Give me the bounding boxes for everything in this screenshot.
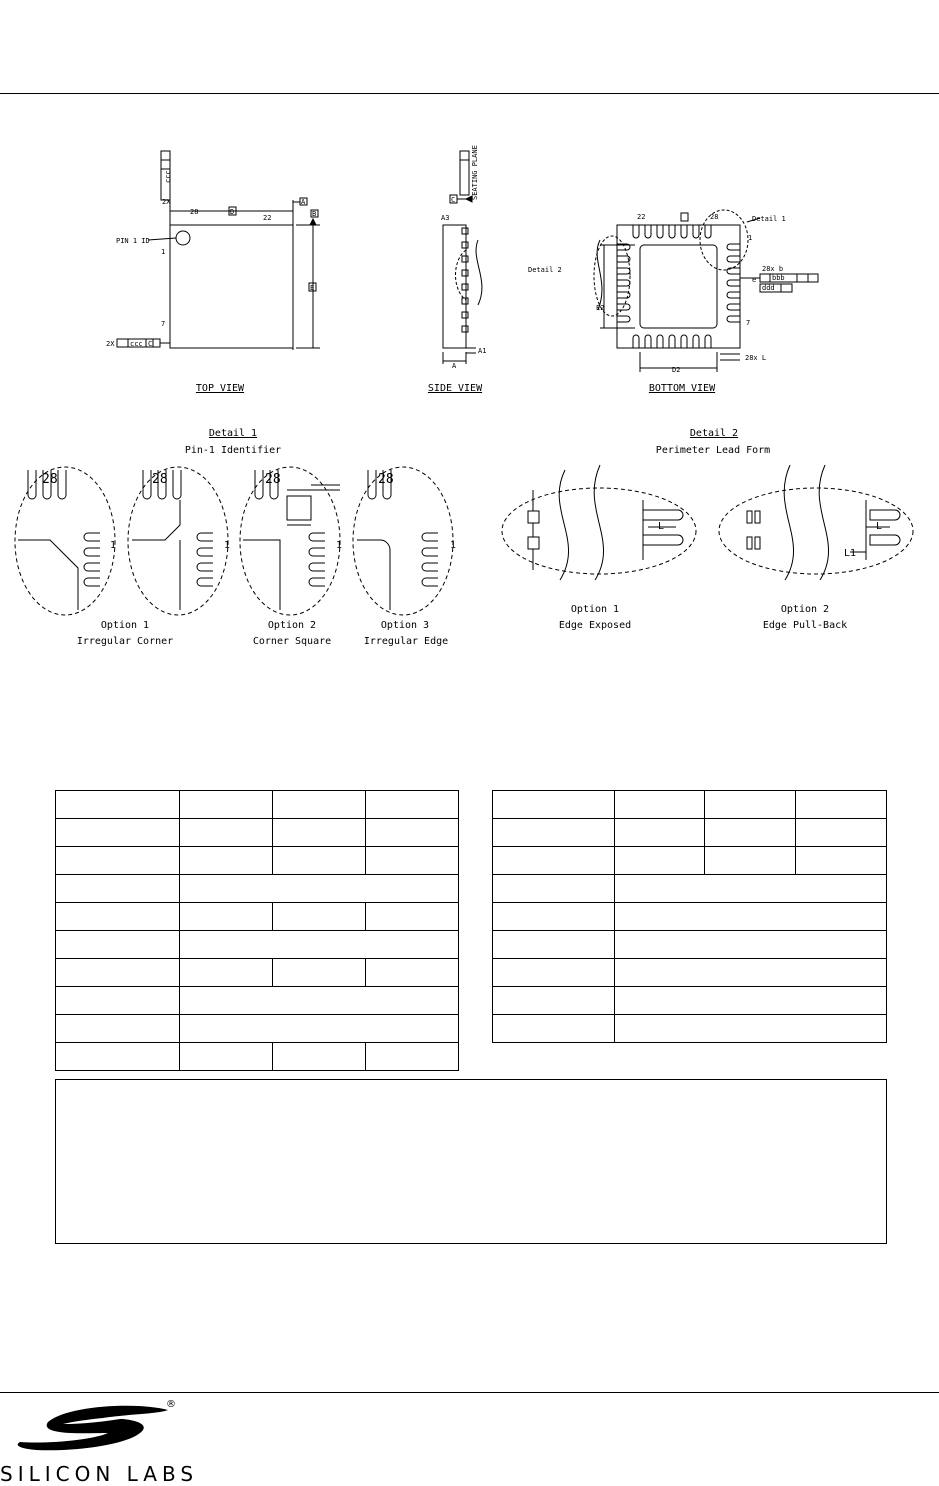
- table-row: [56, 847, 459, 875]
- bottom-28xb: 28x b: [762, 265, 784, 273]
- d2-option1-line2: Edge Exposed: [558, 620, 632, 631]
- top-ref-b: B: [312, 210, 317, 218]
- detail1-drawing: [15, 467, 453, 615]
- table-row: [493, 1015, 887, 1043]
- bottom-bbb: bbb: [772, 274, 785, 282]
- footer-rule: [0, 1392, 939, 1393]
- bottom-pin7: 7: [746, 319, 751, 327]
- side-a1: A1: [478, 347, 487, 355]
- bottom-e: e: [752, 276, 757, 284]
- bottom-pin28: 28: [710, 213, 719, 221]
- table-row: [493, 959, 887, 987]
- top-tol-ccc2: ccc: [164, 170, 172, 183]
- table-row: [493, 847, 887, 875]
- dimension-table-right: [492, 790, 887, 1043]
- table-row: [56, 819, 459, 847]
- bottom-view-title: BOTTOM VIEW: [648, 383, 716, 394]
- table-row: [56, 959, 459, 987]
- top-tol-ccc: ccc: [130, 340, 143, 348]
- table-row: [56, 931, 459, 959]
- bottom-d2: D2: [672, 366, 681, 374]
- bottom-view: [594, 210, 818, 372]
- table-row: [56, 875, 459, 903]
- top-pin7: 7: [161, 320, 166, 328]
- bottom-e2: E2: [596, 304, 605, 312]
- top-ref-a: A: [301, 198, 306, 206]
- header-rule: [0, 93, 939, 94]
- top-view-title: TOP VIEW: [195, 383, 245, 394]
- notes-box: [55, 1079, 887, 1244]
- d1-option1-line1: Option 1: [100, 620, 150, 631]
- side-view-title: SIDE VIEW: [427, 383, 483, 394]
- d1-option3-line2: Irregular Edge: [363, 636, 449, 647]
- table-row: [493, 903, 887, 931]
- logo-wordmark: SILICON LABS: [0, 1462, 199, 1486]
- top-pin28: 28: [190, 208, 199, 216]
- d2-opt2-l1: L1: [844, 548, 857, 559]
- top-2x-top: 2X: [162, 198, 171, 206]
- d1-opt3-pin1: 1: [450, 540, 457, 551]
- detail2-drawing: [502, 465, 913, 580]
- top-dim-d: D: [230, 208, 235, 216]
- bottom-ddd: ddd: [762, 284, 775, 292]
- top-pin22: 22: [263, 214, 272, 222]
- d2-opt2-l: L: [876, 521, 883, 532]
- bottom-detail2: Detail 2: [528, 266, 562, 274]
- side-ref-c: C: [451, 196, 456, 204]
- side-a: A: [452, 362, 457, 370]
- top-pin1id: PIN 1 ID: [116, 237, 150, 245]
- d2-opt1-l: L: [658, 521, 665, 532]
- d1-option2-line1: Option 2: [267, 620, 317, 631]
- side-a3: A3: [441, 214, 450, 222]
- table-row: [493, 987, 887, 1015]
- top-ref-c: C: [148, 340, 153, 348]
- bottom-28xl: 28x L: [745, 354, 767, 362]
- detail1-subtitle: Pin-1 Identifier: [184, 445, 282, 456]
- table-row: [493, 819, 887, 847]
- d1-option2-line2: Corner Square: [252, 636, 332, 647]
- side-seating-plane: SEATING PLANE: [471, 145, 479, 200]
- detail2-title: Detail 2: [689, 428, 739, 439]
- d1-opt1a-pin28: 28: [42, 472, 58, 487]
- table-row: [56, 1015, 459, 1043]
- d1-opt3-pin28: 28: [378, 472, 394, 487]
- d2-option2-line1: Option 2: [780, 604, 830, 615]
- table-row: [493, 875, 887, 903]
- detail2-subtitle: Perimeter Lead Form: [655, 445, 771, 456]
- detail1-title: Detail 1: [208, 428, 258, 439]
- bottom-detail1: Detail 1: [752, 215, 786, 223]
- dimension-table-left: [55, 790, 459, 1071]
- d1-opt1b-pin28: 28: [152, 472, 168, 487]
- d2-option2-line2: Edge Pull-Back: [762, 620, 848, 631]
- d1-opt1a-pin1: 1: [110, 540, 117, 551]
- d2-option1-line1: Option 1: [570, 604, 620, 615]
- table-row: [56, 903, 459, 931]
- top-dim-e: E: [310, 284, 315, 292]
- bottom-pin1: 1: [748, 234, 753, 242]
- package-drawing: [0, 140, 939, 660]
- silicon-labs-logo-mark: [8, 1400, 178, 1460]
- d1-option3-line1: Option 3: [380, 620, 430, 631]
- table-row: [56, 987, 459, 1015]
- top-pin1: 1: [161, 248, 166, 256]
- d1-opt1b-pin1: 1: [224, 540, 231, 551]
- top-2x-bottom: 2X: [106, 340, 115, 348]
- registered-mark: ®: [166, 1399, 176, 1410]
- d1-opt2-pin1: 1: [336, 540, 343, 551]
- table-row: [56, 1043, 459, 1071]
- bottom-pin22: 22: [637, 213, 646, 221]
- top-view: [117, 151, 320, 350]
- d1-opt2-pin28: 28: [265, 472, 281, 487]
- table-row: [493, 931, 887, 959]
- table-row: [493, 791, 887, 819]
- table-row: [56, 791, 459, 819]
- d1-option1-line2: Irregular Corner: [76, 636, 174, 647]
